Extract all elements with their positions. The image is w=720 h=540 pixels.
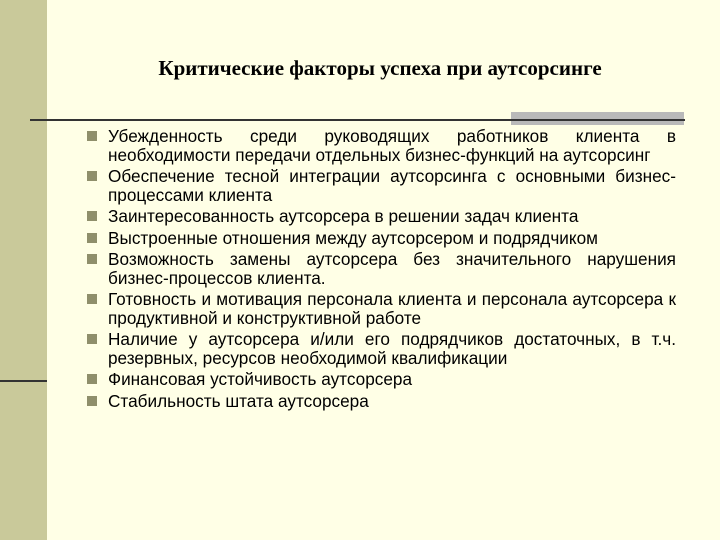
list-item-text: Возможность замены аутсорсера без значительного нарушения бизнес-процессов клиента. <box>108 249 676 288</box>
slide-title: Критические факторы успеха при аутсорсинге <box>158 56 602 80</box>
square-bullet-icon <box>87 171 97 181</box>
list-item-text: Наличие у аутсорсера и/или его подрядчиков достаточных, в т.ч. резервных, ресурсов необходимой квалификации <box>108 329 676 368</box>
list-item <box>86 127 676 164</box>
square-bullet-icon <box>87 334 97 344</box>
list-item-text: Выстроенные отношения между аутсорсером и подрядчиком <box>108 227 598 248</box>
square-bullet-icon <box>87 254 97 264</box>
list-item <box>86 229 676 248</box>
list-item <box>86 207 676 226</box>
slide-content <box>86 127 676 413</box>
square-bullet-icon <box>87 294 97 304</box>
list-item-text: Стабильность штата аутсорсера <box>108 390 369 411</box>
list-item <box>86 330 676 367</box>
bullet-list <box>86 127 676 410</box>
list-item-text: Финансовая устойчивость аутсорсера <box>108 369 413 389</box>
list-item <box>86 290 676 327</box>
list-item-text: Убежденность среди руководящих работников клиента в необходимости передачи отдельных бизнес-функций на аутсорсинг <box>108 126 676 165</box>
list-item <box>86 250 676 287</box>
square-bullet-icon <box>87 374 97 384</box>
list-item <box>86 167 676 204</box>
sidebar-decoration <box>0 0 47 540</box>
title-rule <box>30 119 685 121</box>
square-bullet-icon <box>87 211 97 221</box>
list-item-text: Обеспечение тесной интеграции аутсорсинга с основными бизнес-процессами клиента <box>108 166 676 205</box>
list-item-text: Готовность и мотивация персонала клиента и персонала аутсорсера к продуктивной и конструктивной работе <box>108 289 676 328</box>
square-bullet-icon <box>87 131 97 141</box>
square-bullet-icon <box>87 233 97 243</box>
square-bullet-icon <box>87 396 97 406</box>
sidebar-divider <box>0 380 47 382</box>
list-item <box>86 392 676 411</box>
list-item <box>86 370 676 389</box>
list-item-text: Заинтересованность аутсорсера в решении задач клиента <box>108 206 579 226</box>
